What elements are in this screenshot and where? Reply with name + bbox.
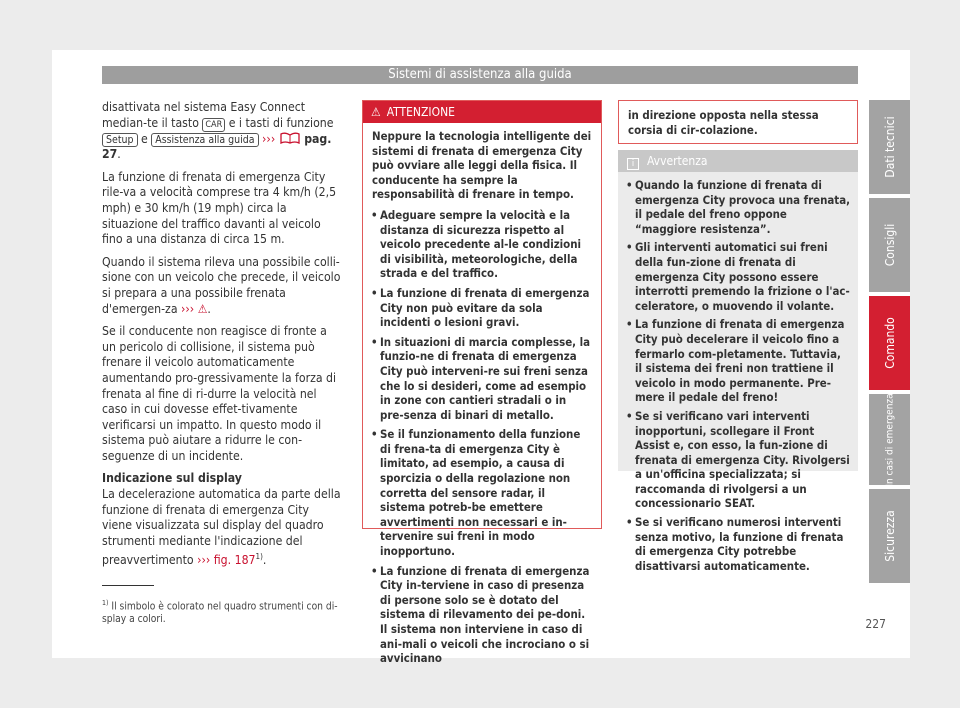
warning-bullet: • Adeguare sempre la velocità e la distanza di sicurezza rispetto al veicolo precedente al-le condizioni di visibilità, meteorologiche, della strada e del traffico. xyxy=(372,208,593,281)
warning-intro: Neppure la tecnologia intelligente dei sistemi di frenata di emergenza City può ovviare alle leggi della fisica. Il conducente ha sempre la responsabilità di frenare in tempo. xyxy=(372,129,592,202)
tab-comando[interactable]: Comando xyxy=(869,296,910,390)
arrow-marker: ››› xyxy=(262,131,276,146)
tab-sicurezza[interactable]: Sicurezza xyxy=(869,489,910,583)
arrow-marker: ››› xyxy=(197,553,211,568)
paragraph-5: La decelerazione automatica da parte della funzione di frenata di emergenza City viene visualizzata sul display del quadro strumenti mediante l'indicazione del preavvertimento ››› fig. 187$^{1)}$. xyxy=(102,487,341,568)
note-bullet: • Se si verificano vari interventi inopportuni, scollegare il Front Assist e, con esso, la fun-zione di frenata di emergenza City. Rivolgersi a un'officina specializzata; si raccomanda di rivolgersi a un concessionario SEAT. xyxy=(627,409,850,511)
page-number: 227 xyxy=(865,617,886,631)
tab-dati-tecnici[interactable]: Dati tecnici xyxy=(869,100,910,194)
note-bullet: • La funzione di frenata di emergenza City può decelerare il veicolo fino a fermarlo com-pletamente. Tuttavia, il sistema dei freni non trattiene il veicolo in modo permanente. Pre-mere il pedale del freno! xyxy=(627,317,850,405)
paragraph-1: disattivata nel sistema Easy Connect median-te il tasto CAR e i tasti di funzione Setup e Assistenza alla guida ››› pag. 27. xyxy=(102,100,334,162)
book-icon xyxy=(279,132,301,144)
footnote-divider xyxy=(102,585,154,586)
warning-body xyxy=(363,123,601,666)
tab-consigli[interactable]: Consigli xyxy=(869,198,910,292)
warning-triangle-icon: ⚠ xyxy=(197,301,208,316)
note-header: i Avvertenza xyxy=(618,150,858,172)
note-bullet: • Quando la funzione di frenata di emergenza City provoca una frenata, il pedale del freno oppone “maggiore resistenza”. xyxy=(627,178,850,236)
warning-header: ⚠ ATTENZIONE xyxy=(363,101,601,123)
note-bullet: • Se si verificano numerosi interventi senza motivo, la funzione di frenata di emergenza City potrebbe disattivarsi automaticamente. xyxy=(627,515,850,573)
paragraph-4: Se il conducente non reagisce di fronte a un pericolo di collisione, il sistema può frenare il veicolo automaticamente aumentando pro-gressivamente la forza di frenata al fine di ri-durre la velocità nel caso in cui dovesse effet-tivamente verificarsi un impatto. In questo modo il sistema può aiutare a ridurre le con-seguenze di un incidente. xyxy=(102,324,337,463)
note-bullet: • Gli interventi automatici sui freni della fun-zione di frenata di emergenza City possono essere interrotti premendo la frizione o l'ac-celeratore, o muovendo il volante. xyxy=(627,240,850,313)
info-icon: i xyxy=(627,158,639,170)
note-body xyxy=(618,172,858,573)
figure-reference-link[interactable]: fig. 187 xyxy=(213,553,256,568)
arrow-marker: ››› xyxy=(181,301,195,316)
warning-continuation-box: in direzione opposta nella stessa corsia di cir-colazione. xyxy=(618,100,858,144)
assistance-key: Assistenza alla guida xyxy=(151,133,258,147)
warning-box xyxy=(362,100,602,666)
warning-bullet: • La funzione di frenata di emergenza City in-terviene in caso di presenza di persone solo se è dotato del sistema di rilevamento dei pe-doni. Il sistema non interviene in caso di ani-mali o veicoli che incrociano o si avvicinano xyxy=(372,564,593,666)
footnote: $^{1)}$ Il simbolo è colorato nel quadro strumenti con di-splay a colori. xyxy=(102,599,338,626)
paragraph-3: Quando il sistema rileva una possibile colli-sione con un veicolo che precede, il veicolo si prepara a una possibile frenata d'emergen-za ››› ⚠. xyxy=(102,254,341,316)
page-reference-link[interactable]: pag. 27 xyxy=(102,131,332,162)
warning-bullet: • Se il funzionamento della funzione di frena-ta di emergenza City è limitato, ad esempio, a causa di sporcizia o della regolazione non corretta del sensore radar, il sistema potreb-be emettere avvertimenti non necessari e in-tervenire sui freni in modo inopportuno. xyxy=(372,427,593,558)
warning-bullet: • La funzione di frenata di emergenza City non può evitare da sola incidenti o lesioni gravi. xyxy=(372,286,593,330)
note-box xyxy=(618,150,858,573)
section-header: Sistemi di assistenza alla guida xyxy=(102,66,858,84)
car-key-icon: CAR xyxy=(202,118,225,132)
warning-bullet: • In situazioni di marcia complesse, la funzio-ne di frenata di emergenza City può interveni-re sui freni senza che lo si desideri, come ad esempio in zone con cantieri stradali o in pre-senza di binari di metallo. xyxy=(372,335,593,423)
warning-triangle-icon: ⚠ xyxy=(371,105,381,119)
main-text-column xyxy=(102,100,342,576)
setup-key: Setup xyxy=(102,133,138,147)
footnote-marker: 1) xyxy=(255,552,263,562)
display-subheading: Indicazione sul display xyxy=(102,471,242,486)
paragraph-2: La funzione di frenata di emergenza City rile-va a velocità comprese tra 4 km/h (2,5 mph) e 30 km/h (19 mph) circa la situazione del traffico davanti al veicolo fino a una distanza di circa 15 m. xyxy=(102,169,337,247)
tab-in-casi-di-emergenza[interactable]: In casi di emergenza xyxy=(869,394,910,485)
